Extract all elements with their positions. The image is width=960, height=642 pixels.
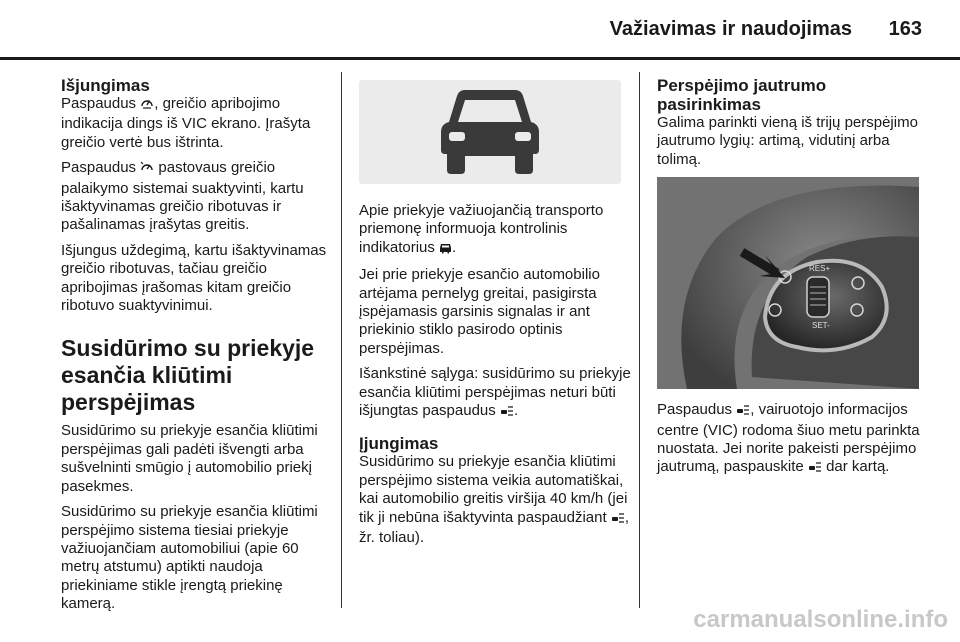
paragraph-off-2: Paspaudus pastovaus greičio palaikymo sistemai suaktyvinti, kartu išaktyvinamas greičio ribotuvas ir pašalinamas įrašytas greitis. [61, 159, 304, 234]
paragraph-intro-2: Susidūrimo su priekyje esančia kliūtimi perspėjimo sistema tiesiai priekyje važiuojančiam automobiliui (apie 60 metrų atstumu) aptikti naudoja priekiniame stikle įrengtą priekinę kamerą. [61, 503, 318, 613]
paragraph-indicator: Apie priekyje važiuojančią transporto priemonę informuoja kontrolinis indikatorius . [359, 202, 631, 259]
paragraph-off-3: Išjungus uždegimą, kartu išaktyvinamas greičio ribotuvas, tačiau greičio apribojimas įrašomas kitam greičio ribotuvo suaktyvinimui. [61, 241, 327, 315]
column-1 [61, 76, 333, 621]
chapter-title: Važiavimas ir naudojimas [609, 18, 852, 40]
heading-on: Įjungimas [359, 434, 439, 454]
paragraph-sensitivity-1: Galima parinkti vieną iš trijų perspėjimo jautrumo lygių: artimą, vidutinį arba tolimą. [657, 114, 918, 168]
column-2 [359, 80, 631, 555]
paragraph-intro-1: Susidūrimo su priekyje esančia kliūtimi perspėjimas gali padėti išvengti arba sušvelninti smūgio į automobilio priekį pasekmes. [61, 422, 318, 495]
heading-off: Išjungimas [61, 76, 150, 95]
heading-sensitivity: Perspėjimo jautrumo pasirinkimas [657, 76, 827, 114]
watermark: carmanualsonline.info [693, 606, 948, 633]
speed-limiter-icon [140, 96, 154, 115]
collision-alert-button-icon-3 [736, 403, 750, 421]
steering-wheel-photo [657, 177, 919, 389]
collision-alert-button-icon [500, 404, 514, 422]
res-label: RES+ [809, 264, 831, 274]
paragraph-precondition: Išankstinė sąlyga: susidūrimo su priekyje esančia kliūtimi perspėjimas neturi būti išjungtas paspaudus . [359, 365, 631, 422]
collision-alert-button-icon-4 [808, 460, 822, 478]
column-divider-2 [639, 72, 640, 608]
column-divider-1 [341, 72, 342, 608]
vehicle-ahead-icon [435, 86, 545, 178]
header-rule [0, 57, 960, 60]
page-header [0, 0, 960, 62]
set-label: SET- [812, 321, 830, 331]
collision-alert-button-icon-2 [611, 511, 625, 529]
paragraph-warning: Jei prie priekyje esančio automobilio artėjama pernelyg greitai, pasigirsta įspėjamasis garsinis signalas ir ant priekinio stiklo pasirodo optinis perspėjimas. [359, 266, 600, 357]
column-3 [657, 76, 929, 486]
section-heading: Susidūrimo su priekyje esančia kliūtimi perspėjimas [61, 335, 315, 416]
paragraph-off-1: Paspaudus , greičio apribojimo indikacija dings iš VIC ekrano. Įrašyta greičio vertė bus ištrinta. [61, 95, 311, 151]
thumbwheel [807, 277, 829, 317]
page-number: 163 [888, 18, 922, 40]
cruise-control-icon [140, 160, 154, 179]
vehicle-ahead-small-icon [439, 241, 452, 259]
paragraph-sensitivity-2: Paspaudus , vairuotojo informacijos centre (VIC) rodoma šiuo metu parinkta nuostata. Jei norite pakeisti perspėjimo jautrumą, paspauskite dar kartą. [657, 401, 929, 479]
paragraph-on: Susidūrimo su priekyje esančia kliūtimi perspėjimo sistema veikia automatiškai, kai automobilio greitis viršija 40 km/h (jei tik ji nebūna išaktyvinta paspaudžiant , žr. toliau). [359, 453, 629, 547]
vehicle-ahead-indicator-figure [359, 80, 621, 184]
